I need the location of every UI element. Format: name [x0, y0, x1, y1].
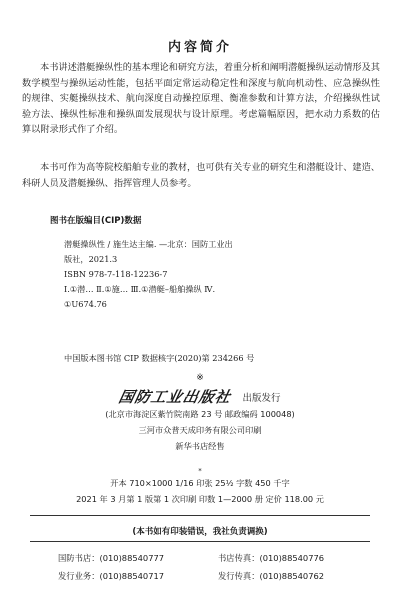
- page-title: 内容简介: [167, 40, 232, 55]
- divider-rule-top: [30, 515, 370, 516]
- cip-data-number: 中国版本图书馆 CIP 数据核字(2020)第 234266 号: [64, 353, 255, 363]
- abstract-paragraph-2: 本书可作为高等院校船舶专业的教材，也可供有关专业的研究生和潜艇设计、建造、科研人员及潜艇操纵、指挥管理人员参考。: [22, 162, 380, 189]
- contact-phone: (010)88540777: [99, 553, 165, 563]
- cip-line-classification: ①U674.76: [64, 299, 107, 309]
- contact-label: 国防书店：: [58, 553, 100, 563]
- contact-label: 书店传真：: [218, 553, 260, 563]
- contact-phone: (010)88540762: [259, 571, 325, 581]
- contact-phone: (010)88540717: [99, 571, 165, 581]
- format-specs: 开本 710×1000 1/16 印张 25½ 字数 450 千字: [110, 478, 290, 488]
- cip-line-isbn: ISBN 978-7-118-12236-7: [64, 269, 168, 279]
- publisher-suffix: 出版发行: [242, 392, 281, 404]
- edition-specs: 2021 年 3 月第 1 版第 1 次印刷 印数 1—2000 册 定价 118.00 元: [76, 494, 324, 504]
- contact-distribution: [58, 570, 164, 582]
- abstract-paragraph-1: 本书讲述潜艇操纵性的基本理论和研究方法，着重分析和阐明潜艇操纵运动情形及其数学模型与操纵运动性能，包括平面定常运动稳定性和深度与航向机动性、应急操纵性的规律、实艇操纵技术、航向深度自动操控原理、衡准参数和计算方法，介绍操纵性试验方法、操纵性标准和操纵面发展现状与设计原理。考虑篇幅原因，把水动力系数的估算以附录形式作了介绍。: [22, 62, 380, 135]
- publisher-logo: 国防工业出版社: [117, 388, 234, 406]
- publisher-row: [0, 386, 400, 407]
- divider-rule-bottom: [30, 541, 370, 542]
- cip-line-title: 潜艇操纵性 / 施生达主编. —北京：国防工业出: [64, 239, 233, 249]
- publisher-address: (北京市海淀区紫竹院南路 23 号 邮政编码 100048): [105, 409, 295, 419]
- contact-label: 发行传真：: [218, 571, 260, 581]
- cip-header: 图书在版编目(CIP)数据: [50, 216, 142, 226]
- cip-line-subjects: Ⅰ.①潜… Ⅱ.①施… Ⅲ.①潜艇–船舶操纵 Ⅳ.: [64, 284, 216, 294]
- contact-bookstore: [58, 552, 164, 564]
- printer-name: 三河市众普天成印务有限公司印刷: [138, 425, 262, 435]
- print-error-notice: (本书如有印装错误，我社负责调换): [132, 527, 268, 537]
- ornament-mark: ※: [196, 373, 204, 383]
- contact-label: 发行业务：: [58, 571, 100, 581]
- divider-mark: *: [198, 467, 202, 475]
- contact-bookstore-fax: [218, 552, 324, 564]
- cip-line-publisher: 版社，2021.3: [64, 254, 118, 264]
- contact-phone: (010)88540776: [259, 553, 325, 563]
- contact-distribution-fax: [218, 570, 324, 582]
- distributor-name: 新华书店经售: [175, 441, 225, 451]
